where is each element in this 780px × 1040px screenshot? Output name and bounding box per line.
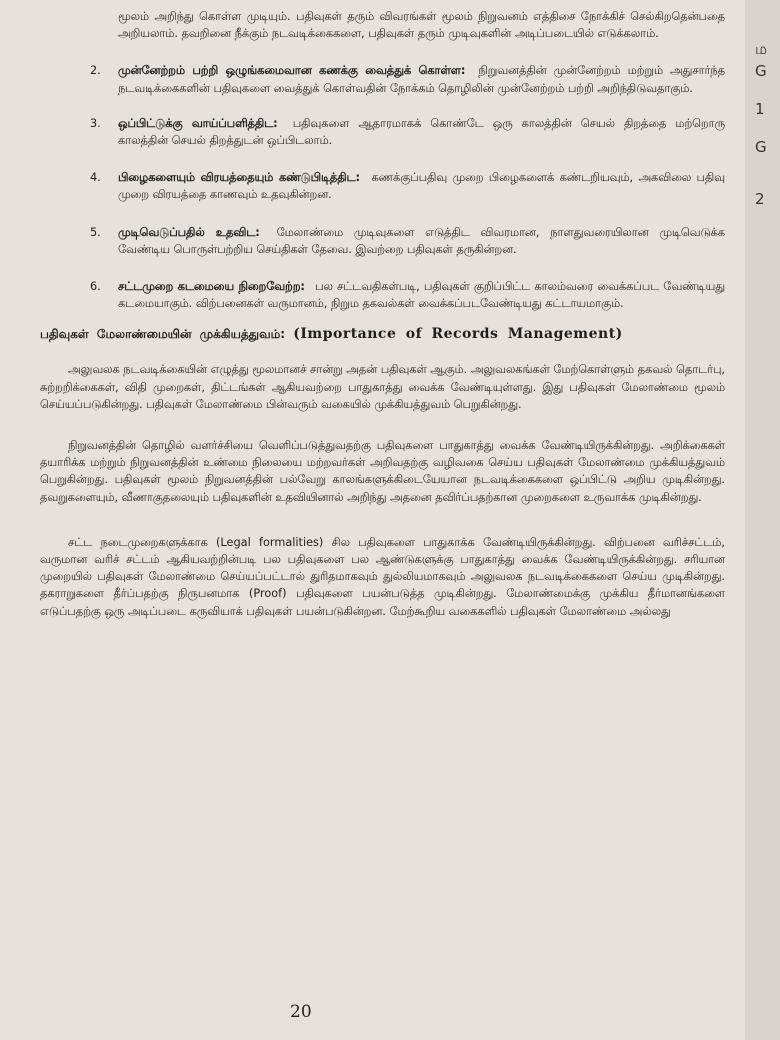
list-item-term: பிழைகளையும் விரயத்தையும் கண்டுபிடித்திட: xyxy=(118,171,361,185)
list-item xyxy=(90,278,725,312)
page-content xyxy=(40,8,725,620)
list-item-number: 2. xyxy=(90,64,101,78)
list-item xyxy=(90,169,725,203)
list-item-text: கணக்குப்பதிவு முறை பிழைகளைக் கண்டறியவும், அகவிலை பதிவு முறை விரயத்தை காணவும் உதவுகின்றன. xyxy=(118,171,725,202)
section-heading-english: (Importance of Records Management) xyxy=(293,326,623,343)
section-heading xyxy=(40,326,725,343)
list-item-text: நிறுவனத்தின் முன்னேற்றம் மற்றும் அதுசார்ந்த நடவடிக்கைகளின் பதிவுகளை வைத்துக் கொள்வதின் நோக்கம் தொழிலின் முன்னேற்றம் பற்றி அறிந்திடுவதாகும். xyxy=(118,64,725,95)
section-heading-tamil: பதிவுகள் மேலாண்மையின் முக்கியத்துவம்: xyxy=(40,327,286,342)
list-item-number: 4. xyxy=(90,171,101,185)
adjacent-page-edge xyxy=(745,0,780,1040)
edge-glyph: 2 xyxy=(755,190,765,208)
body-paragraph: நிறுவனத்தின் தொழில் வளர்ச்சியை வெளிப்படுத்துவதற்கு பதிவுகளை பாதுகாத்து வைக்க வேண்டியிருக்கின்றது. அறிக்கைகள் தயாரிக்க மற்றும் நிறுவனத்தின் உண்மை நிலையை மற்றவர்கள் அறிவதற்கு வழிவகை செய்ய பதிவுகள் மேலாண்மை முக்கியத்துவம் பெறுகின்றது. பதிவுகள் மூலம் நிறுவனத்தின் பல்வேறு காலங்களுக்கிடையேயான நடவடிக்கைகளை ஒப்பிட்டு அறிய முடிகின்றது. தவறுகளையும், வீணாகுதலையும் பதிவுகளின் உதவியினால் அறிந்து அதனை தவிர்ப்பதற்கான முறைகளை உருவாக்க முடிகின்றது. xyxy=(40,439,725,504)
continued-paragraph: மூலம் அறிந்து கொள்ள முடியும். பதிவுகள் தரும் விவரங்கள் மூலம் நிறுவனம் எத்திசை நோக்கிச் செல்கிறதென்பதை அறியலாம். தவறினை நீக்கும் நடவடிக்கைகளை, பதிவுகள் தரும் முடிவுகளின் அடிப்படையில் எடுக்கலாம். xyxy=(118,10,725,41)
edge-glyph: G xyxy=(755,62,767,80)
list-item xyxy=(90,62,725,96)
list-item-number: 5. xyxy=(90,225,101,239)
edge-glyph: 1 xyxy=(755,100,765,118)
list-item xyxy=(90,115,725,149)
list-item-text: மேலாண்மை முடிவுகளை எடுத்திட விவரமான, நாளதுவரையிலான முடிவெடுக்க வேண்டிய பொருள்பற்றிய செய்திகள் தேவை. இவற்றை பதிவுகள் தருகின்றன. xyxy=(118,225,726,256)
body-paragraph: அலுவலக நடவடிக்கையின் எழுத்து மூலமானச் சான்று அதன் பதிவுகள் ஆகும். அலுவலகங்கள் மேற்கொள்ளும் தகவல் தொடர்பு, சுற்றறிக்கைகள், விதி முறைகள், திட்டங்கள் ஆகியவற்றை பாதுகாத்து வைக்க வேண்டியுள்ளது. இது பதிவுகள் மேலாண்மை மூலம் செய்யப்படுகின்றது. பதிவுகள் மேலாண்மை பின்வரும் வகையில் முக்கியத்துவம் பெறுகின்றது. xyxy=(40,363,725,411)
list-item-term: முன்னேற்றம் பற்றி ஒழுங்கமைவான கணக்கு வைத்துக் கொள்ள: xyxy=(118,64,466,78)
list-item-term: சட்டமுறை கடமையை நிறைவேற்ற: xyxy=(118,280,305,294)
body-paragraph: சட்ட நடைமுறைகளுக்காக (Legal formalities) சில பதிவுகளை பாதுகாக்க வேண்டியிருக்கின்றது. விற்பனை வரிச்சட்டம், வருமான வரிச் சட்டம் ஆகியவற்றின்படி பல பதிவுகளை பல ஆண்டுகளுக்கு பாதுகாத்து வைக்க வேண்டியிருக்கின்றது. சரியான முறையில் பதிவுகள் மேலாண்மை செய்யப்பட்டால் துரிதமாகவும் துல்லியமாகவும் அலுவலக நடவடிக்கைகளை செய்ய முடிகின்றது. தகராறுகளை தீர்ப்பதற்கு நிருபனமாக (Proof) பதிவுகளை பயன்படுத்த முடிகின்றது. மேலாண்மைக்கு முக்கிய தீர்மானங்களை எடுப்பதற்கு ஒரு அடிப்படை கருவியாக் பதிவுகள் பயன்படுகின்றன. மேற்கூறிய வகைகளில் பதிவுகள் மேலாண்மை அல்லது xyxy=(40,535,725,618)
list-item-term: ஒப்பிட்டுக்கு வாய்ப்பளித்திட: xyxy=(118,116,278,130)
list-item xyxy=(90,224,726,258)
page-number: 20 xyxy=(290,1002,312,1022)
list-item-number: 3. xyxy=(90,116,101,130)
list-item-text: பல சட்டவதிகள்படி, பதிவுகள் குறிப்பிட்ட காலம்வரை வைக்கப்பட வேண்டியது கடமையாகும். விற்பனைகள் வருமானம், நிறும தகவல்கள் வைக்கப்படவேண்டியது கட்டாயமாகும். xyxy=(118,280,725,311)
edge-glyph: G xyxy=(755,138,767,156)
list-item-term: முடிவெடுப்பதில் உதவிட: xyxy=(118,225,260,239)
edge-glyph: ம xyxy=(755,40,768,58)
list-item-number: 6. xyxy=(90,280,101,294)
list-item-text: பதிவுகளை ஆதாரமாகக் கொண்டே ஒரு காலத்தின் செயல் திறத்தை மற்றொரு காலத்தின் செயல் திறத்துடன் ஒப்பிடலாம். xyxy=(118,116,725,148)
